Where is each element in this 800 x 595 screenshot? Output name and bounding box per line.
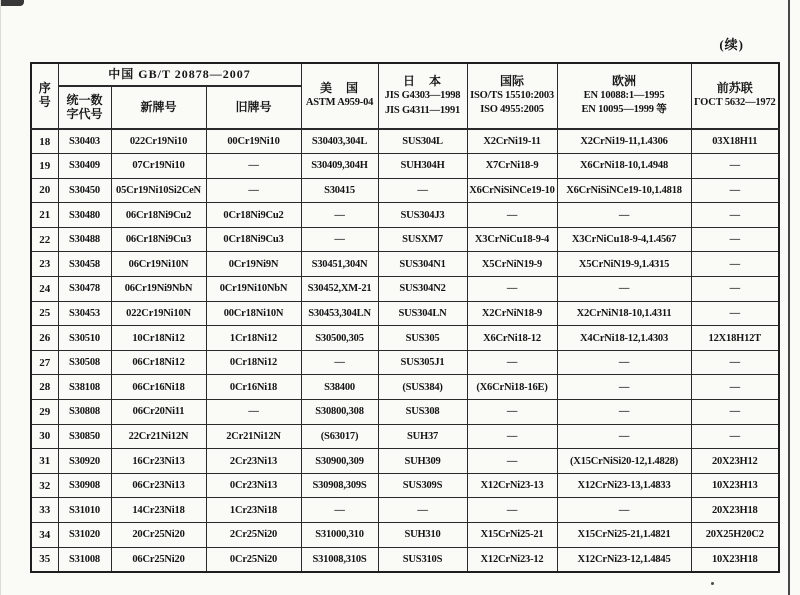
cell-row-number: 23 (31, 252, 58, 277)
cell-row-number: 28 (31, 375, 58, 400)
cell-row-number: 20 (31, 178, 58, 203)
header-unified-code (58, 86, 111, 129)
cell-jis: — (378, 498, 467, 523)
cell-new-grade: 06Cr18Ni9Cu2 (111, 203, 206, 228)
cell-unified-code: S30409 (58, 154, 111, 179)
header-europe (557, 63, 691, 129)
cell-astm: — (301, 350, 378, 375)
cell-row-number: 21 (31, 203, 58, 228)
header-old-grade: 旧牌号 (206, 86, 301, 129)
cell-en: X2CrNiN18-10,1.4311 (557, 301, 691, 326)
cell-row-number: 26 (31, 326, 58, 351)
cell-gost: 10X23H18 (691, 547, 779, 572)
cell-astm: S30452,XM-21 (301, 277, 378, 302)
cell-gost: 20X23H12 (691, 449, 779, 474)
cell-unified-code: S31020 (58, 523, 111, 548)
cell-en: (X15CrNiSi20-12,1.4828) (557, 449, 691, 474)
cell-en: X5CrNiN19-9,1.4315 (557, 252, 691, 277)
cell-astm: — (301, 227, 378, 252)
cell-row-number: 32 (31, 473, 58, 498)
cell-old-grade: 0Cr19Ni10NbN (206, 277, 301, 302)
header-international-name: 国际 (500, 73, 525, 88)
scan-edge-left (0, 0, 1, 595)
cell-old-grade: 0Cr19Ni9N (206, 252, 301, 277)
cell-row-number: 29 (31, 400, 58, 425)
cell-unified-code: S38108 (58, 375, 111, 400)
cell-unified-code: S31010 (58, 498, 111, 523)
table-row (31, 227, 779, 252)
cell-old-grade: 0Cr23Ni13 (206, 473, 301, 498)
cell-old-grade: — (206, 154, 301, 179)
cell-en: X6CrNi18-10,1.4948 (557, 154, 691, 179)
cell-new-grade: 06Cr25Ni20 (111, 547, 206, 572)
cell-astm: S31000,310 (301, 523, 378, 548)
cell-gost: — (691, 227, 779, 252)
cell-iso: X15CrNi25-21 (467, 523, 557, 548)
cell-row-number: 30 (31, 424, 58, 449)
cell-old-grade: 00Cr18Ni10N (206, 301, 301, 326)
cell-en: — (557, 277, 691, 302)
cell-new-grade: 06Cr23Ni13 (111, 473, 206, 498)
cell-old-grade: 0Cr18Ni9Cu2 (206, 203, 301, 228)
cell-new-grade: 06Cr18Ni9Cu3 (111, 227, 206, 252)
cell-old-grade: — (206, 400, 301, 425)
cell-iso: X3CrNiCu18-9-4 (467, 227, 557, 252)
cell-gost: 12X18H12T (691, 326, 779, 351)
cell-unified-code: S30488 (58, 227, 111, 252)
table-row (31, 498, 779, 523)
cell-astm: S38400 (301, 375, 378, 400)
cell-iso: X12CrNi23-12 (467, 547, 557, 572)
cell-iso: — (467, 424, 557, 449)
cell-old-grade: 2Cr25Ni20 (206, 523, 301, 548)
cell-astm: S30415 (301, 178, 378, 203)
cell-unified-code: S30808 (58, 400, 111, 425)
cell-jis: SUH37 (378, 424, 467, 449)
header-ussr-name: 前苏联 (716, 81, 753, 96)
cell-new-grade: 06Cr19Ni10N (111, 252, 206, 277)
cell-jis: SUS304J3 (378, 203, 467, 228)
cell-gost: 20X23H18 (691, 498, 779, 523)
cell-en: X12CrNi23-13,1.4833 (557, 473, 691, 498)
cell-row-number: 34 (31, 523, 58, 548)
cell-jis: SUS309S (378, 473, 467, 498)
header-usa (301, 63, 378, 129)
table-row (31, 178, 779, 203)
table-row (31, 326, 779, 351)
cell-astm: S30409,304H (301, 154, 378, 179)
cell-astm: S30500,305 (301, 326, 378, 351)
header-china-group: 中国 GB/T 20878—2007 (58, 63, 301, 86)
cell-gost: — (691, 400, 779, 425)
cell-unified-code: S30403 (58, 129, 111, 154)
cell-old-grade: 2Cr21Ni12N (206, 424, 301, 449)
cell-en: — (557, 400, 691, 425)
cell-iso: X2CrNi19-11 (467, 129, 557, 154)
cell-new-grade: 06Cr16Ni18 (111, 375, 206, 400)
cell-new-grade: 022Cr19Ni10 (111, 129, 206, 154)
cell-new-grade: 10Cr18Ni12 (111, 326, 206, 351)
header-japan (378, 63, 467, 129)
cell-astm: S30451,304N (301, 252, 378, 277)
cell-row-number: 33 (31, 498, 58, 523)
cell-gost: — (691, 301, 779, 326)
cell-iso: — (467, 277, 557, 302)
table-row (31, 400, 779, 425)
cell-jis: (SUS384) (378, 375, 467, 400)
cell-gost: — (691, 424, 779, 449)
cell-astm: S30800,308 (301, 400, 378, 425)
cell-gost: — (691, 252, 779, 277)
header-ussr (691, 63, 779, 129)
cell-astm: S30403,304L (301, 129, 378, 154)
cell-row-number: 18 (31, 129, 58, 154)
cell-en: — (557, 203, 691, 228)
cell-astm: S30453,304LN (301, 301, 378, 326)
cell-en: X3CrNiCu18-9-4,1.4567 (557, 227, 691, 252)
cell-row-number: 25 (31, 301, 58, 326)
cell-jis: SUH310 (378, 523, 467, 548)
cell-unified-code: S30458 (58, 252, 111, 277)
header-europe-name: 欧洲 (612, 73, 637, 88)
cell-old-grade: 0Cr18Ni12 (206, 350, 301, 375)
header-row-number-line1: 序 (38, 81, 51, 96)
cell-old-grade: 00Cr19Ni10 (206, 129, 301, 154)
header-usa-name: 美 国 (320, 81, 360, 96)
cell-unified-code: S31008 (58, 547, 111, 572)
header-europe-standard-1: EN 10088:1—1995 (583, 89, 665, 101)
cell-iso: X6CrNi18-12 (467, 326, 557, 351)
cell-gost: 20X25H20C2 (691, 523, 779, 548)
cell-new-grade: 05Cr19Ni10Si2CeN (111, 178, 206, 203)
table-row (31, 129, 779, 154)
cell-jis: — (378, 178, 467, 203)
table-row (31, 375, 779, 400)
table-row (31, 449, 779, 474)
scan-artifact-corner (0, 0, 24, 6)
cell-row-number: 22 (31, 227, 58, 252)
scan-speck (711, 582, 714, 585)
cell-unified-code: S30478 (58, 277, 111, 302)
cell-new-grade: 16Cr23Ni13 (111, 449, 206, 474)
header-ussr-standard: ГОСТ 5632—1972 (693, 96, 776, 108)
cell-astm: — (301, 498, 378, 523)
cell-jis: SUS304N1 (378, 252, 467, 277)
cell-en: X4CrNi18-12,1.4303 (557, 326, 691, 351)
header-international-standard-1: ISO/TS 15510:2003 (470, 89, 554, 101)
table-row (31, 301, 779, 326)
table-row (31, 154, 779, 179)
steel-grades-comparison-table (30, 62, 780, 573)
header-row-number (31, 63, 58, 129)
cell-row-number: 31 (31, 449, 58, 474)
cell-iso: X6CrNiSiNCe19-10 (467, 178, 557, 203)
cell-en: — (557, 375, 691, 400)
header-japan-name: 日 本 (403, 74, 443, 89)
header-japan-standard-2: JIS G4311—1991 (384, 104, 461, 116)
cell-jis: SUS305 (378, 326, 467, 351)
cell-row-number: 27 (31, 350, 58, 375)
cell-gost: — (691, 203, 779, 228)
cell-en: X2CrNi19-11,1.4306 (557, 129, 691, 154)
header-usa-standard: ASTM A959-04 (305, 97, 374, 109)
table-row (31, 547, 779, 572)
cell-unified-code: S30908 (58, 473, 111, 498)
cell-jis: SUH309 (378, 449, 467, 474)
cell-old-grade: 0Cr16Ni18 (206, 375, 301, 400)
cell-astm: — (301, 203, 378, 228)
cell-gost: — (691, 375, 779, 400)
cell-jis: SUS304LN (378, 301, 467, 326)
cell-unified-code: S30453 (58, 301, 111, 326)
table-row (31, 277, 779, 302)
cell-gost: — (691, 277, 779, 302)
cell-row-number: 24 (31, 277, 58, 302)
cell-gost: 03X18H11 (691, 129, 779, 154)
cell-astm: S31008,310S (301, 547, 378, 572)
table-row (31, 473, 779, 498)
header-row-number-line2: 号 (38, 95, 51, 109)
cell-iso: X12CrNi23-13 (467, 473, 557, 498)
cell-en: — (557, 424, 691, 449)
cell-new-grade: 06Cr18Ni12 (111, 350, 206, 375)
cell-jis: SUSXM7 (378, 227, 467, 252)
cell-jis: SUH304H (378, 154, 467, 179)
cell-new-grade: 14Cr23Ni18 (111, 498, 206, 523)
header-international (467, 63, 557, 129)
cell-iso: X2CrNiN18-9 (467, 301, 557, 326)
table-row (31, 424, 779, 449)
cell-old-grade: 0Cr25Ni20 (206, 547, 301, 572)
cell-new-grade: 06Cr20Ni11 (111, 400, 206, 425)
cell-new-grade: 22Cr21Ni12N (111, 424, 206, 449)
cell-old-grade: 0Cr18Ni9Cu3 (206, 227, 301, 252)
cell-unified-code: S30480 (58, 203, 111, 228)
cell-jis: SUS304N2 (378, 277, 467, 302)
cell-new-grade: 07Cr19Ni10 (111, 154, 206, 179)
cell-en: — (557, 498, 691, 523)
cell-iso: — (467, 498, 557, 523)
cell-jis: SUS304L (378, 129, 467, 154)
cell-unified-code: S30508 (58, 350, 111, 375)
header-japan-standard-1: JIS G4303—1998 (384, 90, 461, 102)
header-international-standard-2: ISO 4955:2005 (480, 103, 544, 115)
table-row (31, 203, 779, 228)
scan-edge-right (788, 0, 790, 595)
cell-row-number: 19 (31, 154, 58, 179)
cell-unified-code: S30920 (58, 449, 111, 474)
cell-new-grade: 022Cr19Ni10N (111, 301, 206, 326)
header-unified-code-line1: 统一数 (66, 92, 103, 107)
cell-old-grade: 1Cr23Ni18 (206, 498, 301, 523)
cell-iso: — (467, 449, 557, 474)
cell-en: — (557, 350, 691, 375)
cell-gost: — (691, 154, 779, 179)
cell-jis: SUS305J1 (378, 350, 467, 375)
cell-en: X12CrNi23-12,1.4845 (557, 547, 691, 572)
header-europe-standard-2: EN 10095—1999 等 (581, 103, 667, 115)
cell-unified-code: S30510 (58, 326, 111, 351)
table-row (31, 350, 779, 375)
cell-en: X15CrNi25-21,1.4821 (557, 523, 691, 548)
cell-iso: — (467, 400, 557, 425)
cell-iso: X7CrNi18-9 (467, 154, 557, 179)
cell-astm: S30900,309 (301, 449, 378, 474)
cell-unified-code: S30850 (58, 424, 111, 449)
cell-iso: — (467, 350, 557, 375)
cell-jis: SUS308 (378, 400, 467, 425)
cell-iso: X5CrNiN19-9 (467, 252, 557, 277)
cell-old-grade: — (206, 178, 301, 203)
cell-astm: S30908,309S (301, 473, 378, 498)
cell-jis: SUS310S (378, 547, 467, 572)
cell-gost: 10X23H13 (691, 473, 779, 498)
cell-astm: (S63017) (301, 424, 378, 449)
continued-marker: (续) (719, 37, 744, 52)
cell-row-number: 35 (31, 547, 58, 572)
cell-new-grade: 06Cr19Ni9NbN (111, 277, 206, 302)
cell-old-grade: 1Cr18Ni12 (206, 326, 301, 351)
table-row (31, 252, 779, 277)
table-row (31, 523, 779, 548)
cell-iso: (X6CrNi18-16E) (467, 375, 557, 400)
cell-new-grade: 20Cr25Ni20 (111, 523, 206, 548)
cell-en: X6CrNiSiNCe19-10,1.4818 (557, 178, 691, 203)
header-new-grade: 新牌号 (111, 86, 206, 129)
cell-iso: — (467, 203, 557, 228)
cell-unified-code: S30450 (58, 178, 111, 203)
cell-old-grade: 2Cr23Ni13 (206, 449, 301, 474)
header-unified-code-line2: 字代号 (66, 106, 103, 121)
cell-gost: — (691, 178, 779, 203)
cell-gost: — (691, 350, 779, 375)
